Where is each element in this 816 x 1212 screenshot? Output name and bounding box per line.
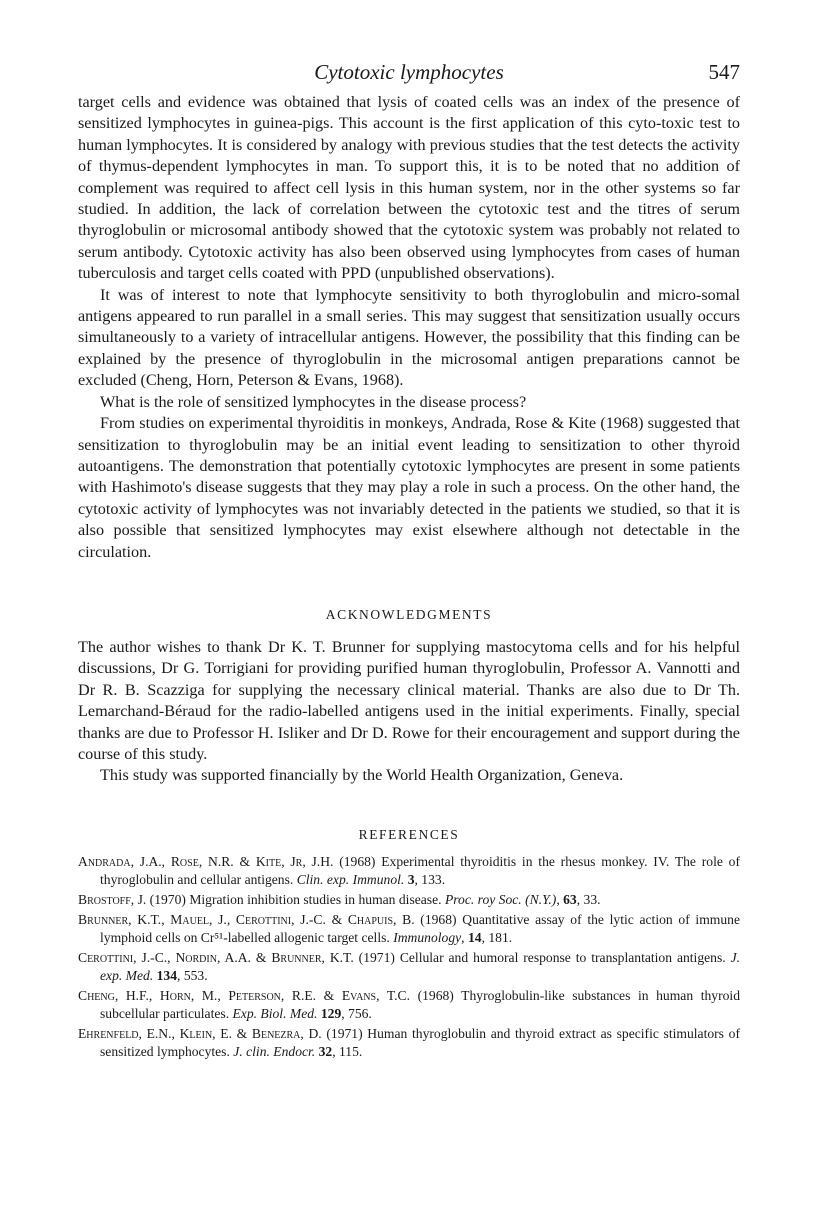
acknowledgments-heading: ACKNOWLEDGMENTS [325,606,493,622]
reference-authors: Cerottini, J.-C., Nordin, A.A. & Brunner, K.T. [78,950,354,966]
reference-item [78,1025,740,1061]
reference-volume: 14 [467,929,482,945]
acknowledgments-text [78,637,740,787]
reference-journal: Proc. roy Soc. (N.Y.) [444,891,557,907]
reference-pages: , 115. [332,1044,363,1060]
reference-text: (1971) Cellular and humoral response to transplantation antigens. [353,950,731,966]
reference-pages: , 756. [341,1006,372,1022]
body-paragraph: target cells and evidence was obtained that lysis of coated cells was an index of the presence of sensitized lymphocytes in guinea-pigs. This account is the first application of this cyto-toxic test to human lymphocytes. It is considered by analogy with previous studies that the test detects the activity of thymus-dependent lymphocytes in man. To support this, it is to be noted that no addition of complement was required to affect cell lysis in this human system, nor in the other systems so far studied. In addition, the lack of correlation between the cytotoxic test and the titres of serum thyroglobulin or microsomal antibody showed that the cytotoxic system was probably not related to serum antibody. Cytotoxic activity has also been observed using lymphocytes from cases of human tuberculosis and target cells coated with PPD (unpublished observations). [78,93,740,283]
reference-item [78,949,740,985]
reference-text: (1968) Experimental thyroiditis in the rhesus monkey. IV. The role of thyroglobulin and cellular antigens. [100,853,740,887]
acknowledgments-paragraph: This study was supported financially by the World Health Organization, Geneva. [100,766,624,785]
body-paragraph: From studies on experimental thyroiditis in monkeys, Andrada, Rose & Kite (1968) suggested that sensitization to thyroglobulin may be an initial event leading to sensitization to other thyroid autoantigens. The demonstration that potentially cytotoxic lymphocytes are present in some patients with Hashimoto's disease suggests that they may play a role in such a process. On the other hand, the cytotoxic activity of lymphocytes was not invariably detected in the patients we studied, so that it is also possible that sensitized lymphocytes may exist elsewhere although not detectable in the circulation. [78,414,740,561]
reference-text: (1968) Thyroglobulin-like substances in human thyroid subcellular particulates. [100,988,741,1022]
reference-pages: , 181. [481,929,513,945]
reference-volume: 63 [563,891,577,907]
page [78,56,740,1064]
body-paragraph: What is the role of sensitized lymphocytes in the disease process? [100,392,527,411]
reference-pages: , 133. [414,871,446,887]
reference-pages: , 33. [576,891,601,907]
reference-authors: Andrada, J.A., Rose, N.R. & Kite, Jr, J.H. [78,853,334,869]
reference-pages: , 553. [177,968,208,984]
body-paragraph: It was of interest to note that lymphocyte sensitivity to both thyroglobulin and micro-somal antigens appeared to run parallel in a small series. This may suggest that sensitization usually occurs simultaneously to a variety of intracellular antigens. However, the possibility that this finding can be explained by the presence of thyroglobulin in the microsomal antigen preparations cannot be excluded (Cheng, Horn, Peterson & Evans, 1968). [78,285,740,390]
references-heading: REFERENCES [358,826,460,842]
reference-authors: Brunner, K.T., Mauel, J., Cerottini, J.-C. & Chapuis, B. [78,912,415,928]
reference-list [78,853,740,1061]
reference-text: (1971) Human thyroglobulin and thyroid extract as specific stimulators of sensitized lymphocytes. [100,1026,740,1060]
reference-journal: Exp. Biol. Med. [232,1006,318,1022]
reference-journal: Clin. exp. Immunol. [296,871,405,887]
reference-volume: 32 [318,1044,333,1060]
running-head [78,56,740,92]
page-number: 547 [708,60,740,84]
reference-item [78,853,740,889]
reference-volume: 129 [320,1006,342,1022]
reference-volume: 134 [156,968,178,984]
reference-authors: Brostoff, J. [78,891,147,907]
reference-text: (1970) Migration inhibition studies in human disease. [146,891,445,907]
reference-journal: J. exp. Med. [100,950,740,984]
acknowledgments-paragraph: The author wishes to thank Dr K. T. Brunner for supplying mastocytoma cells and for his helpful discussions, Dr G. Torrigiani for providing purified human thyroglobulin, Professor A. Vannotti and Dr R. B. Scazziga for supplying the necessary clinical material. Thanks are also due to Dr Th. Lemarchand-Béraud for the radio-labelled antigens used in the initial experiments. Finally, special thanks are due to Professor H. Isliker and Dr D. Rowe for their encouragement and support during the course of this study. [78,637,740,763]
reference-item: Brunner, K.T., Mauel, J., Cerottini, J.-C. & Chapuis, B. (1968) Quantitative assay of the lytic action of immune lymphoid cells on Cr⁵¹-labelled allogenic target cells. Immunology, 14, 181. [78,912,740,945]
reference-item [78,987,740,1023]
reference-journal: Immunology [393,929,462,945]
reference-text: (1968) Quantitative assay of the lytic action of immune lymphoid cells on Cr⁵¹-labelled allogenic target cells. [100,912,740,945]
reference-authors: Cheng, H.F., Horn, M., Peterson, R.E. & Evans, T.C. [78,988,410,1004]
running-title: Cytotoxic lymphocytes [314,60,504,84]
body-text [78,92,740,563]
reference-journal: J. clin. Endocr. [233,1044,316,1060]
reference-volume: 3 [407,871,415,887]
reference-authors: Ehrenfeld, E.N., Klein, E. & Benezra, D. [78,1026,322,1042]
reference-item: Brostoff, J. (1970) Migration inhibition studies in human disease. Proc. roy Soc. (N.Y.), 63, 33. [78,891,601,907]
